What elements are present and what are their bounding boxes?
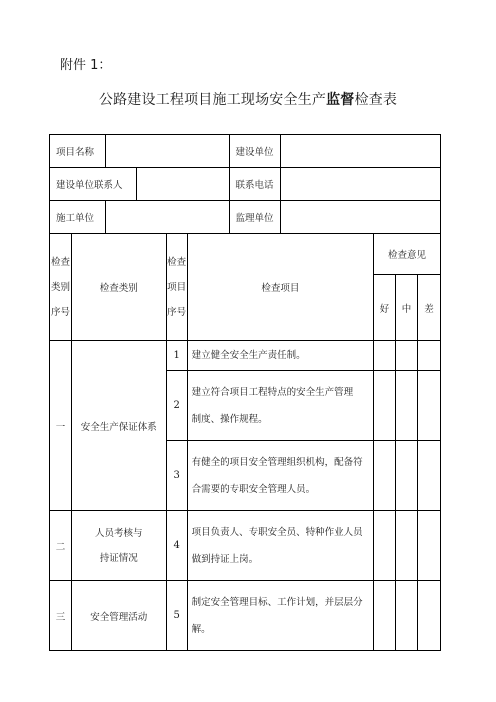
supervisor-label: 监理单位 (229, 201, 281, 234)
project-name-label: 项目名称 (50, 135, 106, 168)
item-text: 建立健全安全生产责任制。 (187, 341, 373, 371)
category-name: 安全管理活动 (71, 581, 166, 651)
rating-medium-cell[interactable] (396, 341, 418, 371)
category-name: 人员考核与 持证情况 (71, 511, 166, 581)
item-no: 1 (166, 341, 187, 371)
rating-medium-cell[interactable] (396, 581, 418, 651)
opinion-header: 检查意见 (374, 234, 441, 275)
category-name: 安全生产保证体系 (71, 341, 166, 511)
category-no: 二 (50, 511, 72, 581)
item-no: 3 (166, 441, 187, 511)
supervisor-field[interactable] (281, 201, 441, 234)
rating-medium-header: 中 (396, 275, 418, 341)
table-row (50, 581, 441, 651)
category-no: 三 (50, 581, 72, 651)
contractor-field[interactable] (105, 201, 229, 234)
rating-good-header: 好 (374, 275, 396, 341)
item-text: 项目负责人、专职安全员、特种作业人员 做到持证上岗。 (187, 511, 373, 581)
table-row (50, 511, 441, 581)
inspection-table (49, 233, 441, 651)
builder-contact-label: 建设单位联系人 (50, 168, 137, 201)
rating-poor-cell[interactable] (417, 581, 440, 651)
builder-label: 建设单位 (229, 135, 281, 168)
builder-contact-field[interactable] (136, 168, 229, 201)
rating-good-cell[interactable] (374, 441, 396, 511)
contractor-info-table (49, 200, 441, 234)
project-info-table (49, 134, 441, 168)
header-row (50, 234, 441, 275)
attachment-label: 附件 1： (60, 58, 112, 73)
info-row (50, 168, 441, 201)
item-header: 检查项目 (187, 234, 373, 341)
builder-field[interactable] (281, 135, 441, 168)
rating-poor-cell[interactable] (417, 371, 440, 441)
phone-label: 联系电话 (229, 168, 281, 201)
item-no: 4 (166, 511, 187, 581)
rating-poor-cell[interactable] (417, 511, 440, 581)
item-no: 5 (166, 581, 187, 651)
rating-medium-cell[interactable] (396, 511, 418, 581)
contact-info-table (49, 167, 441, 201)
info-row (50, 135, 441, 168)
category-header: 检查类别 (71, 234, 166, 341)
phone-field[interactable] (281, 168, 441, 201)
rating-poor-cell[interactable] (417, 341, 440, 371)
item-text: 有健全的项目安全管理组织机构，配备符 合需要的专职安全管理人员。 (187, 441, 373, 511)
item-no-header: 检查 项目 序号 (166, 234, 187, 341)
rating-good-cell[interactable] (374, 371, 396, 441)
rating-good-cell[interactable] (374, 341, 396, 371)
rating-good-cell[interactable] (374, 511, 396, 581)
rating-good-cell[interactable] (374, 581, 396, 651)
rating-medium-cell[interactable] (396, 371, 418, 441)
project-name-field[interactable] (105, 135, 229, 168)
table-row (50, 341, 441, 371)
rating-poor-header: 差 (417, 275, 440, 341)
item-text: 建立符合项目工程特点的安全生产管理 制度、操作规程。 (187, 371, 373, 441)
category-no: 一 (50, 341, 72, 511)
contractor-label: 施工单位 (50, 201, 106, 234)
item-no: 2 (166, 371, 187, 441)
info-row (50, 201, 441, 234)
category-no-header: 检查 类别 序号 (50, 234, 72, 341)
item-text: 制定安全管理目标、工作计划，并层层分 解。 (187, 581, 373, 651)
rating-poor-cell[interactable] (417, 441, 440, 511)
form-title: 公路建设工程项目施工现场安全生产监督检查表 (98, 92, 398, 108)
rating-medium-cell[interactable] (396, 441, 418, 511)
